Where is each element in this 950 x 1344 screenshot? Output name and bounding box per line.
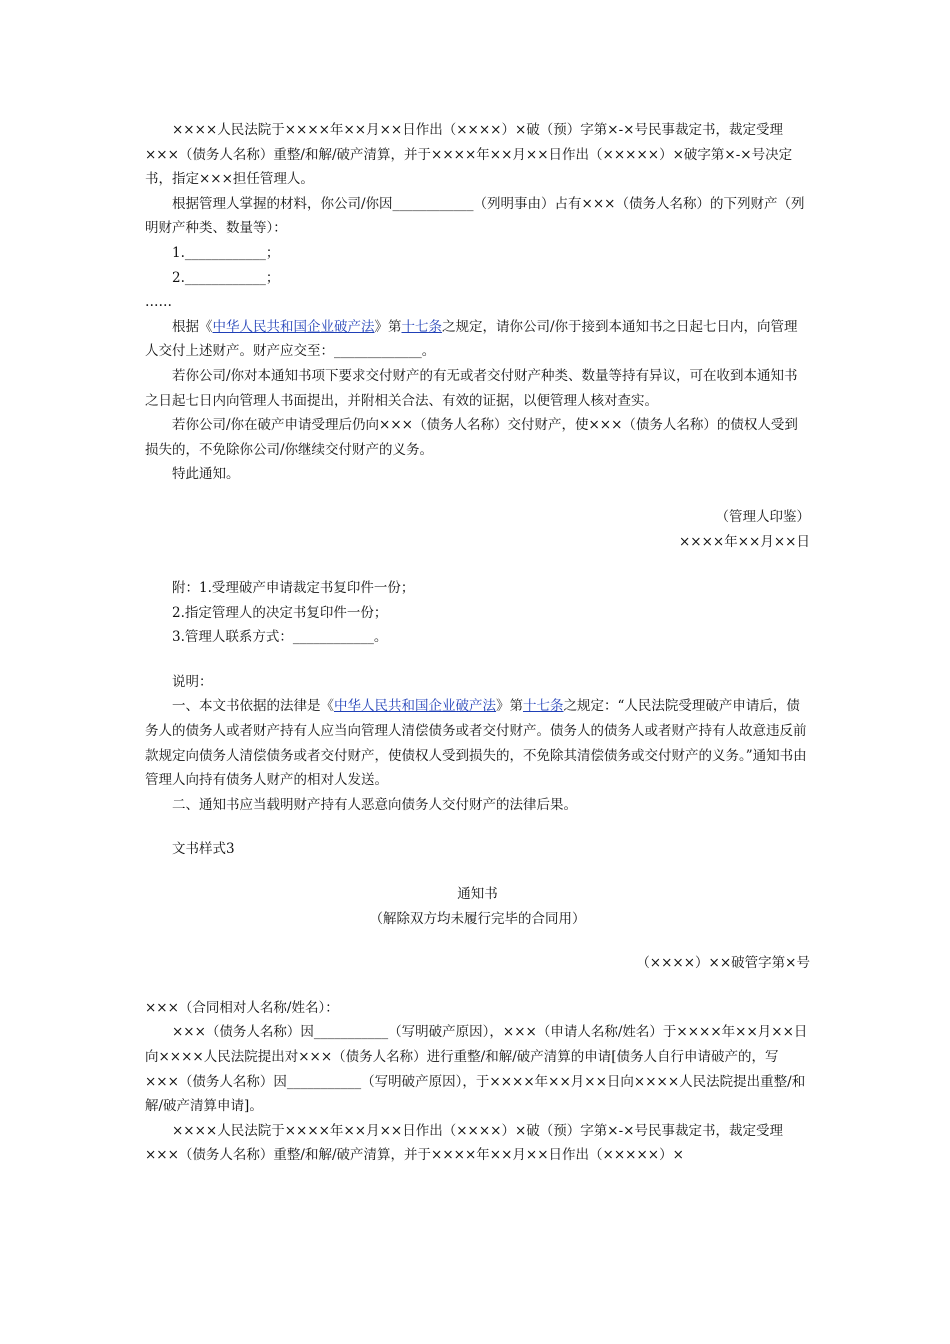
paragraph-notice: 特此通知。 bbox=[172, 466, 240, 483]
paragraph-delivery-request bbox=[145, 315, 810, 364]
article-17-link[interactable]: 十七条 bbox=[401, 318, 442, 335]
note-2: 二、通知书应当载明财产持有人恶意向债务人交付财产的法律后果。 bbox=[172, 796, 577, 813]
attachment-2: 2.指定管理人的决定书复印件一份； bbox=[172, 604, 388, 621]
template-label: 文书样式3 bbox=[172, 841, 235, 858]
bankruptcy-law-link[interactable]: 中华人民共和国企业破产法 bbox=[212, 318, 375, 335]
signature-date: ××××年××月××日 bbox=[679, 533, 810, 550]
attachment-3: 3.管理人联系方式：____________。 bbox=[172, 629, 388, 646]
paragraph-court-ruling-2: ××××人民法院于××××年××月××日作出（××××）×破（预）字第×-×号民事裁定书，裁定受理×××（债务人名称）重整/和解/破产清算，并于××××年××月××日作出（×××××）× bbox=[145, 1122, 783, 1164]
paragraph-property-held: 根据管理人掌握的材料，你公司/你因____________（列明事由）占有×××（债务人名称）的下列财产（列明财产种类、数量等）： bbox=[145, 195, 805, 237]
text-fragment: 一、本文书依据的法律是《 bbox=[172, 698, 334, 715]
document-body bbox=[145, 118, 810, 1168]
attachment-1: 附：1.受理破产申请裁定书复印件一份； bbox=[172, 580, 415, 597]
paragraph-consequence: 若你公司/你在破产申请受理后仍向×××（债务人名称）交付财产，使×××（债务人名称）的债权人受到损失的，不免除你公司/你继续交付财产的义务。 bbox=[145, 417, 798, 458]
ellipsis-text: …… bbox=[145, 294, 172, 311]
text-fragment: 之规定，请你公司/你于接到本通知书之日起七日内，向管理人交付上述财产。财产应交至：_____________。 bbox=[145, 318, 798, 360]
paragraph-objection: 若你公司/你对本通知书项下要求交付财产的有无或者交付财产种类、数量等持有异议，可在收到本通知书之日起七日内向管理人书面提出，并附相关合法、有效的证据，以便管理人核对查实。 bbox=[145, 367, 798, 409]
property-item-1: 1.____________； bbox=[172, 244, 280, 261]
administrator-seal: （管理人印鉴） bbox=[715, 508, 810, 525]
property-item-2: 2.____________； bbox=[172, 269, 280, 286]
document-number: （××××）××破管字第×号 bbox=[636, 955, 810, 972]
bankruptcy-law-link[interactable]: 中华人民共和国企业破产法 bbox=[334, 698, 496, 715]
text-fragment: 根据《 bbox=[172, 318, 213, 335]
text-fragment: 》第 bbox=[374, 318, 402, 335]
paragraph-court-ruling: ××××人民法院于××××年××月××日作出（××××）×破（预）字第×-×号民事裁定书，裁定受理×××（债务人名称）重整/和解/破产清算，并于××××年××月××日作出（×××××）×破字第×-×号决定书，指定×××担任管理人。 bbox=[145, 122, 793, 188]
addressee: ×××（合同相对人名称/姓名）： bbox=[145, 999, 339, 1016]
document-title: 通知书 bbox=[457, 886, 498, 903]
paragraph-bankruptcy-application: ×××（债务人名称）因___________（写明破产原因），×××（申请人名称/姓名）于××××年××月××日向××××人民法院提出对×××（债务人名称）进行重整/和解/破产清算的申请[债务人自行申请破产的，写×××（债务人名称）因___________（写明破产原因），于××××年××月××日向××××人民法院提出重整/和解/破产清算申请]。 bbox=[145, 1024, 808, 1115]
text-fragment: 之规定：“人民法院受理破产申请后，债务人的债务人或者财产持有人应当向管理人清偿债务或者交付财产。债务人的债务人或者财产持有人故意违反前款规定向债务人清偿债务或者交付财产，使债权人受到损失的，不免除其清偿债务或交付财产的义务。”通知书由管理人向持有债务人财产的相对人发送。 bbox=[145, 698, 807, 789]
note-title: 说明： bbox=[172, 673, 213, 690]
document-subtitle: （解除双方均未履行完毕的合同用） bbox=[369, 910, 586, 927]
text-fragment: 》第 bbox=[496, 698, 523, 715]
article-17-link[interactable]: 十七条 bbox=[523, 698, 564, 715]
note-1 bbox=[145, 694, 810, 792]
